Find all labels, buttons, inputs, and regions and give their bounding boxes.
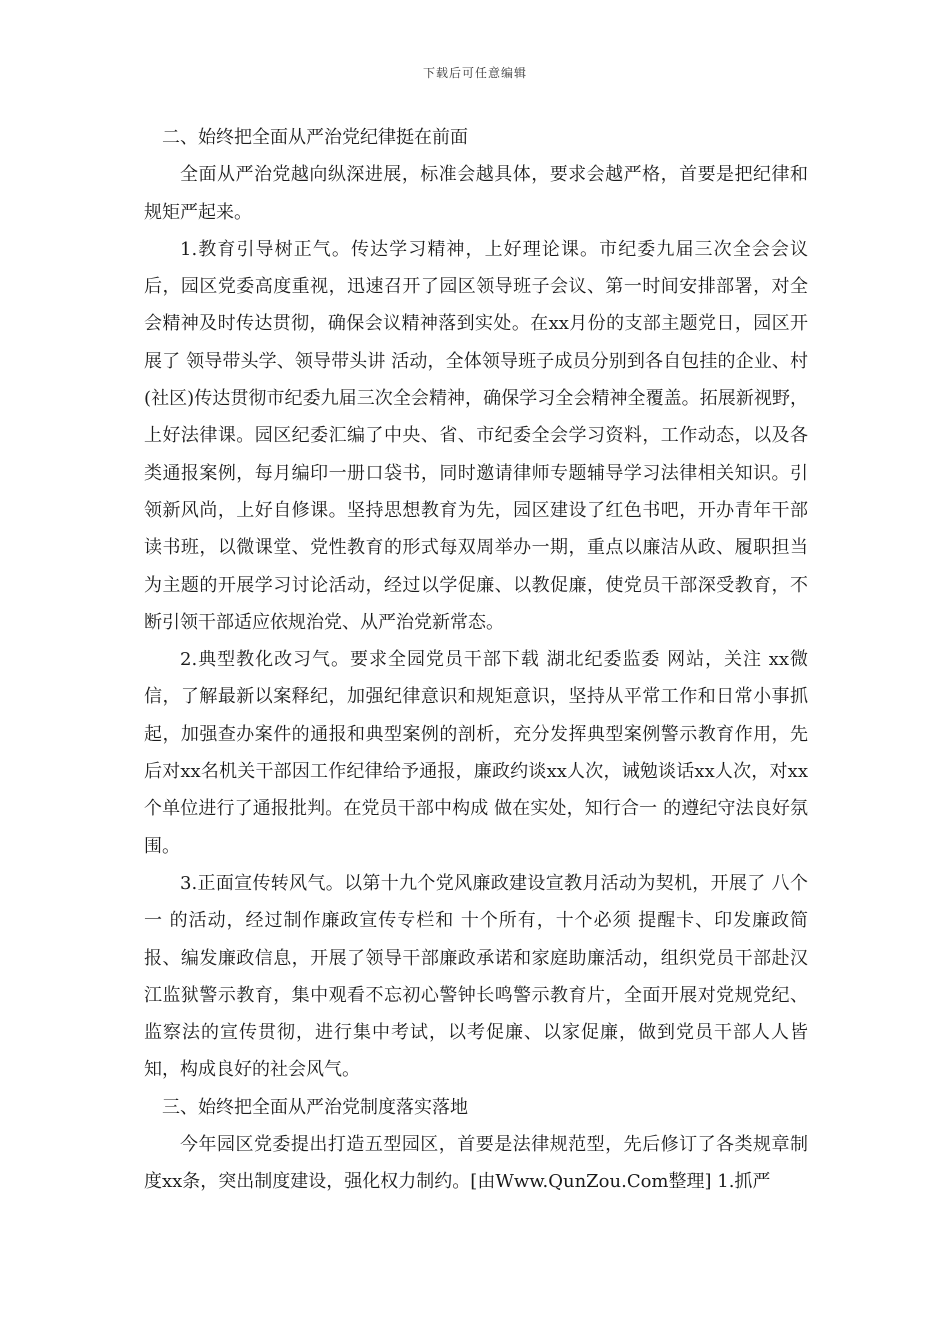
document-body — [144, 119, 808, 1201]
paragraph-item-2: 2.典型教化改习气。要求全园党员干部下载 湖北纪委监委 网站，关注 xx微信，了解最新以案释纪，加强纪律意识和规矩意识，坚持从平常工作和日常小事抓起，加强查办案件的通报和典型案例的剖析，充分发挥典型案例警示教育作用，先后对xx名机关干部因工作纪律给予通报，廉政约谈xx人次，诫勉谈话xx人次，对xx个单位进行了通报批判。在党员干部中构成 做在实处，知行合一 的遵纪守法良好氛围。 — [144, 649, 808, 857]
paragraph-item-3: 3.正面宣传转风气。以第十九个党风廉政建设宣教月活动为契机，开展了 八个一 的活动，经过制作廉政宣传专栏和 十个所有，十个必须 提醒卡、印发廉政简报、编发廉政信息，开展了领导干部廉政承诺和家庭助廉活动，组织党员干部赴汉江监狱警示教育，集中观看不忘初心警钟长鸣警示教育片，全面开展对党规党纪、监察法的宣传贯彻，进行集中考试，以考促廉、以家促廉，做到党员干部人人皆知，构成良好的社会风气。 — [144, 872, 808, 1081]
paragraph-intro: 全面从严治党越向纵深进展，标准会越具体，要求会越严格，首要是把纪律和规矩严起来。 — [144, 164, 808, 223]
paragraph-section-3-intro: 今年园区党委提出打造五型园区，首要是法律规范型，先后修订了各类规章制度xx条，突出制度建设，强化权力制约。[由Www.QunZou.Com整理] 1.抓严 — [144, 1134, 808, 1193]
section-heading-3: 三、始终把全面从严治党制度落实落地 — [162, 1096, 468, 1118]
paragraph-item-1: 1.教育引导树正气。传达学习精神，上好理论课。市纪委九届三次全会会议后，园区党委高度重视，迅速召开了园区领导班子会议、第一时间安排部署，对全会精神及时传达贯彻，确保会议精神落到实处。在xx月份的支部主题党日，园区开展了 领导带头学、领导带头讲 活动，全体领导班子成员分别到各自包挂的企业、村(社区)传达贯彻市纪委九届三次全会精神，确保学习全会精神全覆盖。拓展新视野，上好法律课。园区纪委汇编了中央、省、市纪委全会学习资料，工作动态，以及各类通报案例，每月编印一册口袋书，同时邀请律师专题辅导学习法律相关知识。引领新风尚，上好自修课。坚持思想教育为先，园区建设了红色书吧，开办青年干部读书班，以微课堂、党性教育的形式每双周举办一期，重点以廉洁从政、履职担当为主题的开展学习讨论活动，经过以学促廉、以教促廉，使党员干部深受教育，不断引领干部适应依规治党、从严治党新常态。 — [144, 238, 808, 633]
page-header-note: 下载后可任意编辑 — [422, 66, 527, 80]
section-heading-2: 二、始终把全面从严治党纪律挺在前面 — [162, 127, 468, 148]
